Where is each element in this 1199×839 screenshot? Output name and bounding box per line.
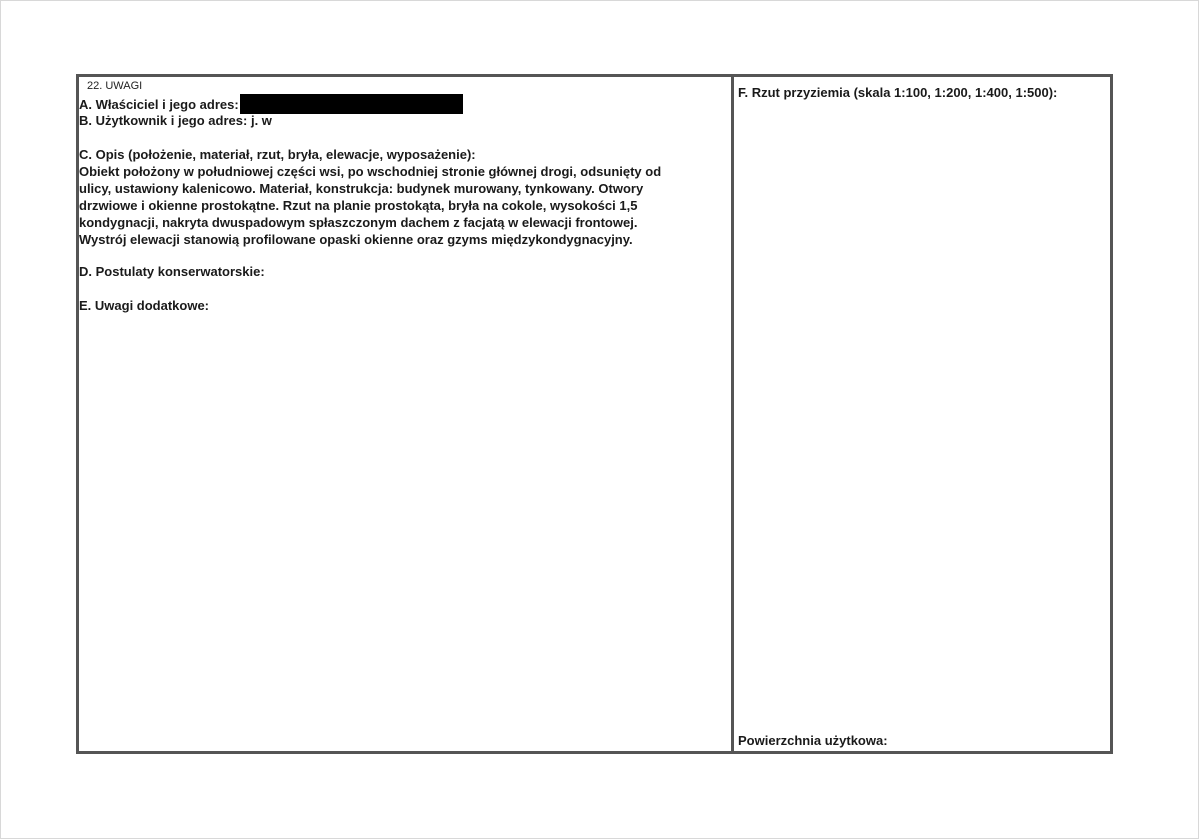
conservation-label: D. Postulaty konserwatorskie: (79, 264, 265, 279)
owner-label: A. Właściciel i jego adres: (79, 97, 239, 112)
owner-redaction-block (240, 94, 463, 114)
user-value: j. w (250, 113, 272, 128)
description-line: Wystrój elewacji stanowią profilowane opaski okienne oraz gzyms międzykondygnacyjny. (79, 232, 633, 247)
remarks-form (76, 74, 1113, 754)
usable-area-label: Powierzchnia użytkowa: (738, 733, 888, 748)
owner-row (79, 94, 463, 114)
user-label: B. Użytkownik i jego adres: (79, 113, 248, 128)
description-label: C. Opis (położenie, materiał, rzut, bryła, elewacje, wyposażenie): (79, 147, 476, 162)
user-row (79, 112, 272, 129)
description-line: drzwiowe i okienne prostokątne. Rzut na planie prostokąta, bryła na cokole, wysokości 1,5 (79, 198, 638, 213)
remarks-section (79, 77, 734, 751)
description-line: ulicy, ustawiony kalenicowo. Materiał, konstrukcja: budynek murowany, tynkowany. Otwory (79, 181, 644, 196)
field-number: 22. UWAGI (87, 80, 143, 92)
additional-remarks-label: E. Uwagi dodatkowe: (79, 298, 210, 313)
description-line: kondygnacji, nakryta dwuspadowym spłaszczonym dachem z facjatą w elewacji frontowej. (79, 215, 638, 230)
description-line: Obiekt położony w południowej części wsi, po wschodniej stronie głównej drogi, odsunięty od (79, 164, 662, 179)
description-text (79, 163, 727, 248)
floor-plan-label: F. Rzut przyziemia (skala 1:100, 1:200, 1:400, 1:500): (738, 85, 1058, 100)
floor-plan-section (734, 77, 1110, 751)
